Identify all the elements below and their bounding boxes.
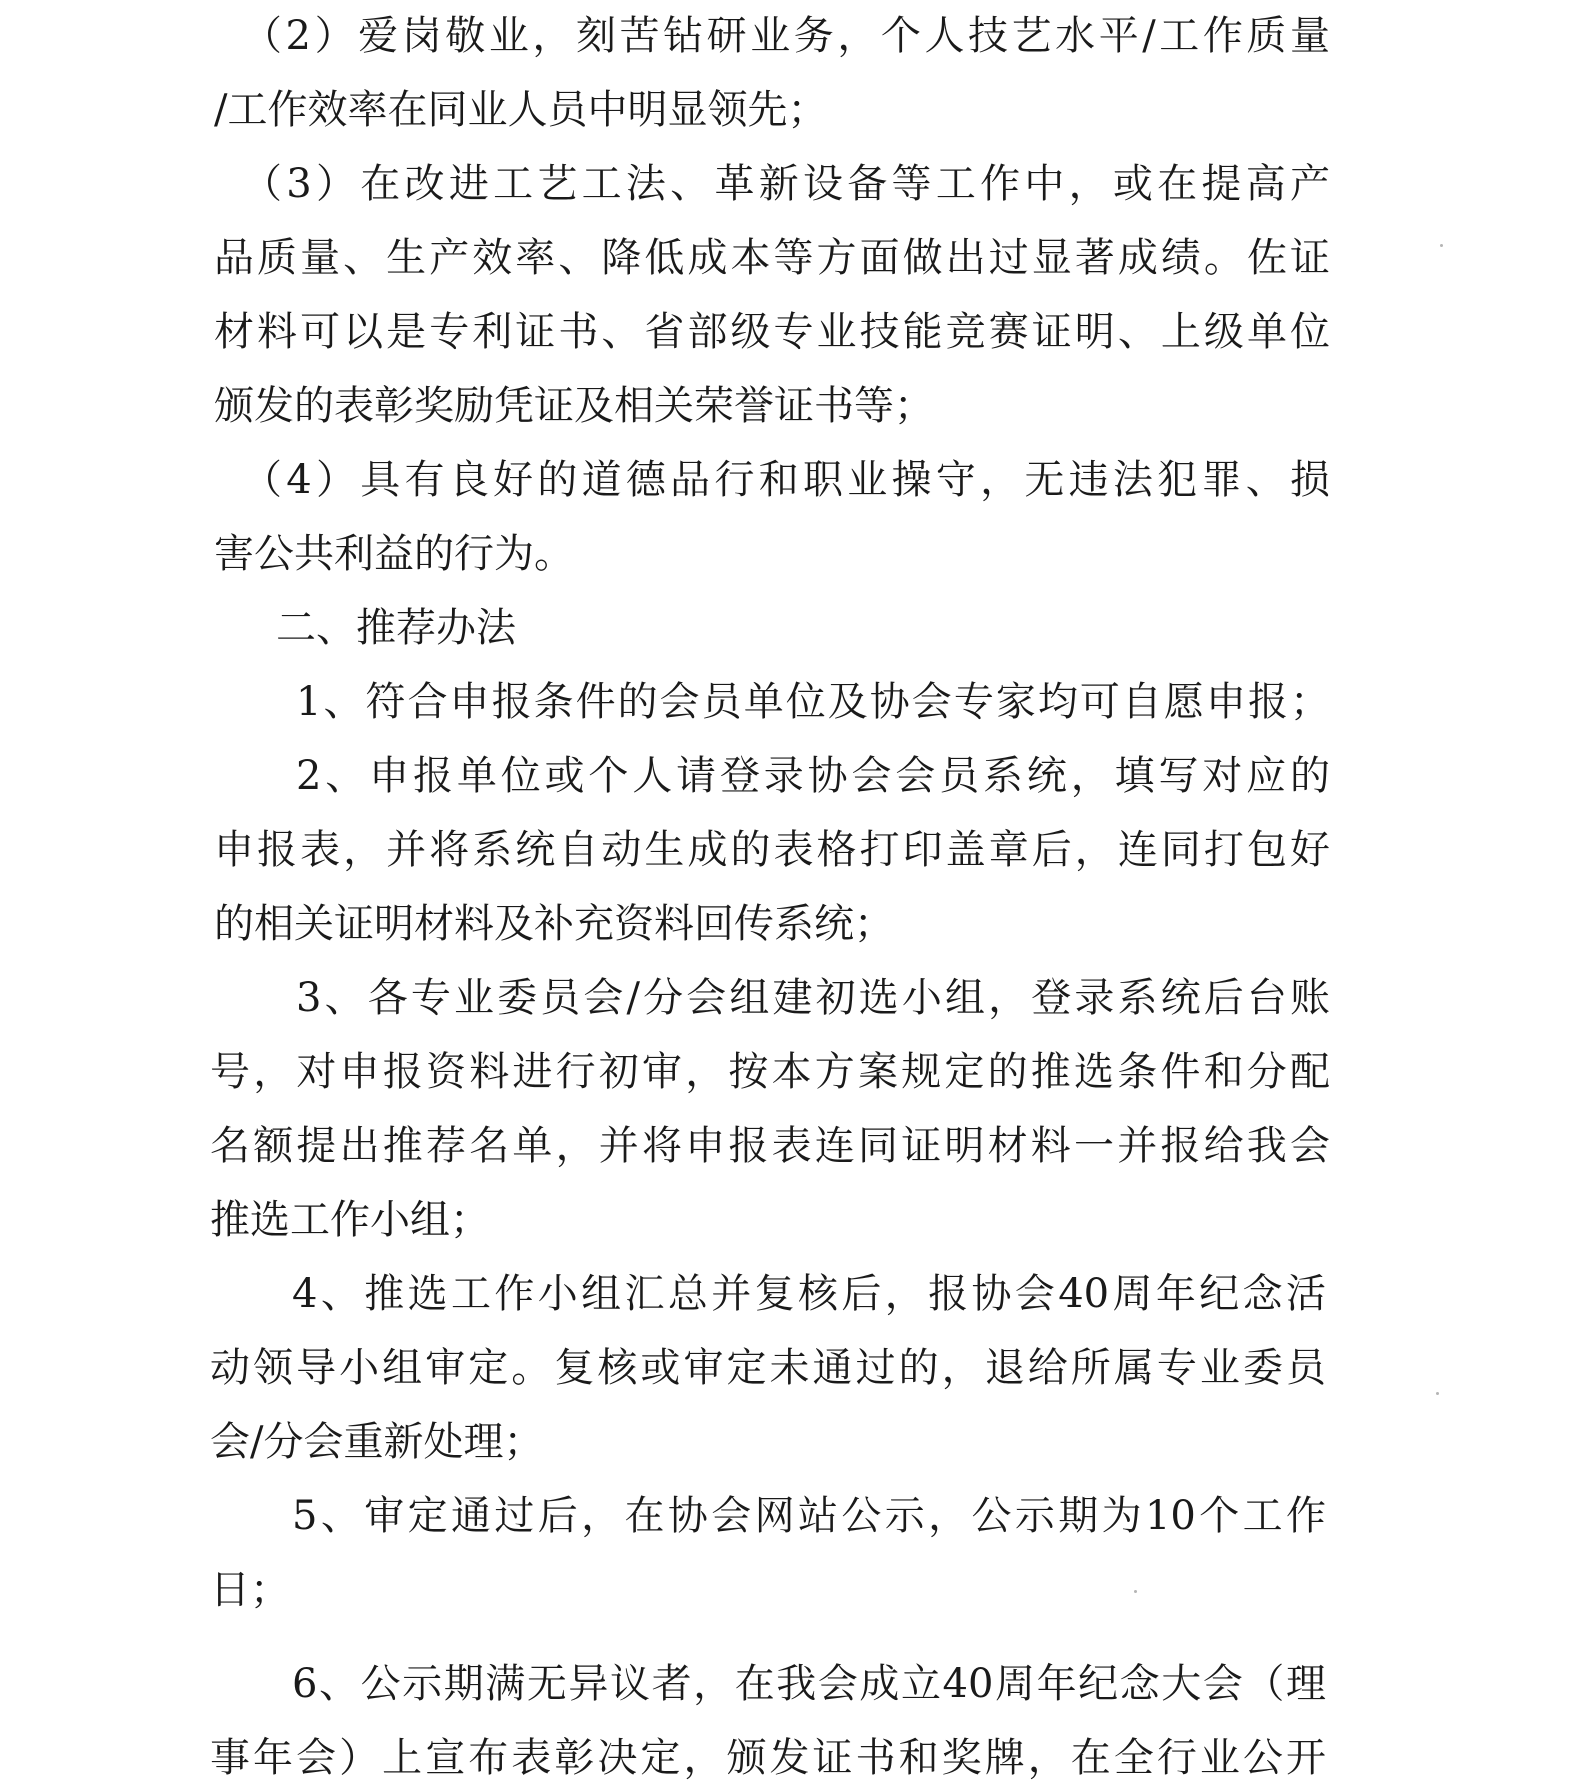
item-3-line-4: 推选工作小组； bbox=[210, 1197, 490, 1243]
item-2-line-2: 申报表，并将系统自动生成的表格打印盖章后，连同打包好 bbox=[214, 827, 1330, 873]
paragraph-3-line-3: 材料可以是专利证书、省部级专业技能竞赛证明、上级单位 bbox=[214, 309, 1330, 355]
item-6-line-2: 事年会）上宣布表彰决定，颁发证书和奖牌，在全行业公开 bbox=[210, 1735, 1326, 1781]
scan-speck bbox=[1436, 1392, 1439, 1395]
paragraph-3-line-1: （3）在改进工艺工法、革新设备等工作中，或在提高产 bbox=[242, 161, 1330, 207]
paragraph-3-line-2: 品质量、生产效率、降低成本等方面做出过显著成绩。佐证 bbox=[214, 235, 1330, 281]
item-2-line-3: 的相关证明材料及补充资料回传系统； bbox=[214, 901, 894, 947]
paragraph-4-line-1: （4）具有良好的道德品行和职业操守，无违法犯罪、损 bbox=[242, 457, 1330, 503]
section-heading-recommendation-method: 二、推荐办法 bbox=[276, 605, 516, 651]
item-3-line-3: 名额提出推荐名单，并将申报表连同证明材料一并报给我会 bbox=[210, 1123, 1330, 1169]
item-2-line-1: 2、申报单位或个人请登录协会会员系统，填写对应的 bbox=[296, 753, 1330, 799]
item-6-line-1: 6、公示期满无异议者，在我会成立40周年纪念大会（理 bbox=[292, 1661, 1326, 1707]
item-4-line-1: 4、推选工作小组汇总并复核后，报协会40周年纪念活 bbox=[292, 1271, 1326, 1317]
item-5-line-2: 日； bbox=[210, 1567, 290, 1613]
paragraph-2-line-2: /工作效率在同业人员中明显领先； bbox=[214, 87, 828, 133]
scan-speck bbox=[1134, 1590, 1137, 1593]
item-4-line-2: 动领导小组审定。复核或审定未通过的，退给所属专业委员 bbox=[210, 1345, 1326, 1391]
item-3-line-1: 3、各专业委员会/分会组建初选小组，登录系统后台账 bbox=[296, 975, 1330, 1021]
item-5-line-1: 5、审定通过后，在协会网站公示，公示期为10个工作 bbox=[292, 1493, 1326, 1539]
item-4-line-3: 会/分会重新处理； bbox=[210, 1419, 544, 1465]
paragraph-3-line-4: 颁发的表彰奖励凭证及相关荣誉证书等； bbox=[214, 383, 934, 429]
scan-speck bbox=[1440, 244, 1443, 247]
paragraph-4-line-2: 害公共利益的行为。 bbox=[214, 531, 574, 577]
item-3-line-2: 号，对申报资料进行初审，按本方案规定的推选条件和分配 bbox=[210, 1049, 1330, 1095]
item-1-line-1: 1、符合申报条件的会员单位及协会专家均可自愿申报； bbox=[296, 679, 1330, 725]
paragraph-2-line-1: （2）爱岗敬业，刻苦钻研业务，个人技艺水平/工作质量 bbox=[242, 13, 1330, 59]
